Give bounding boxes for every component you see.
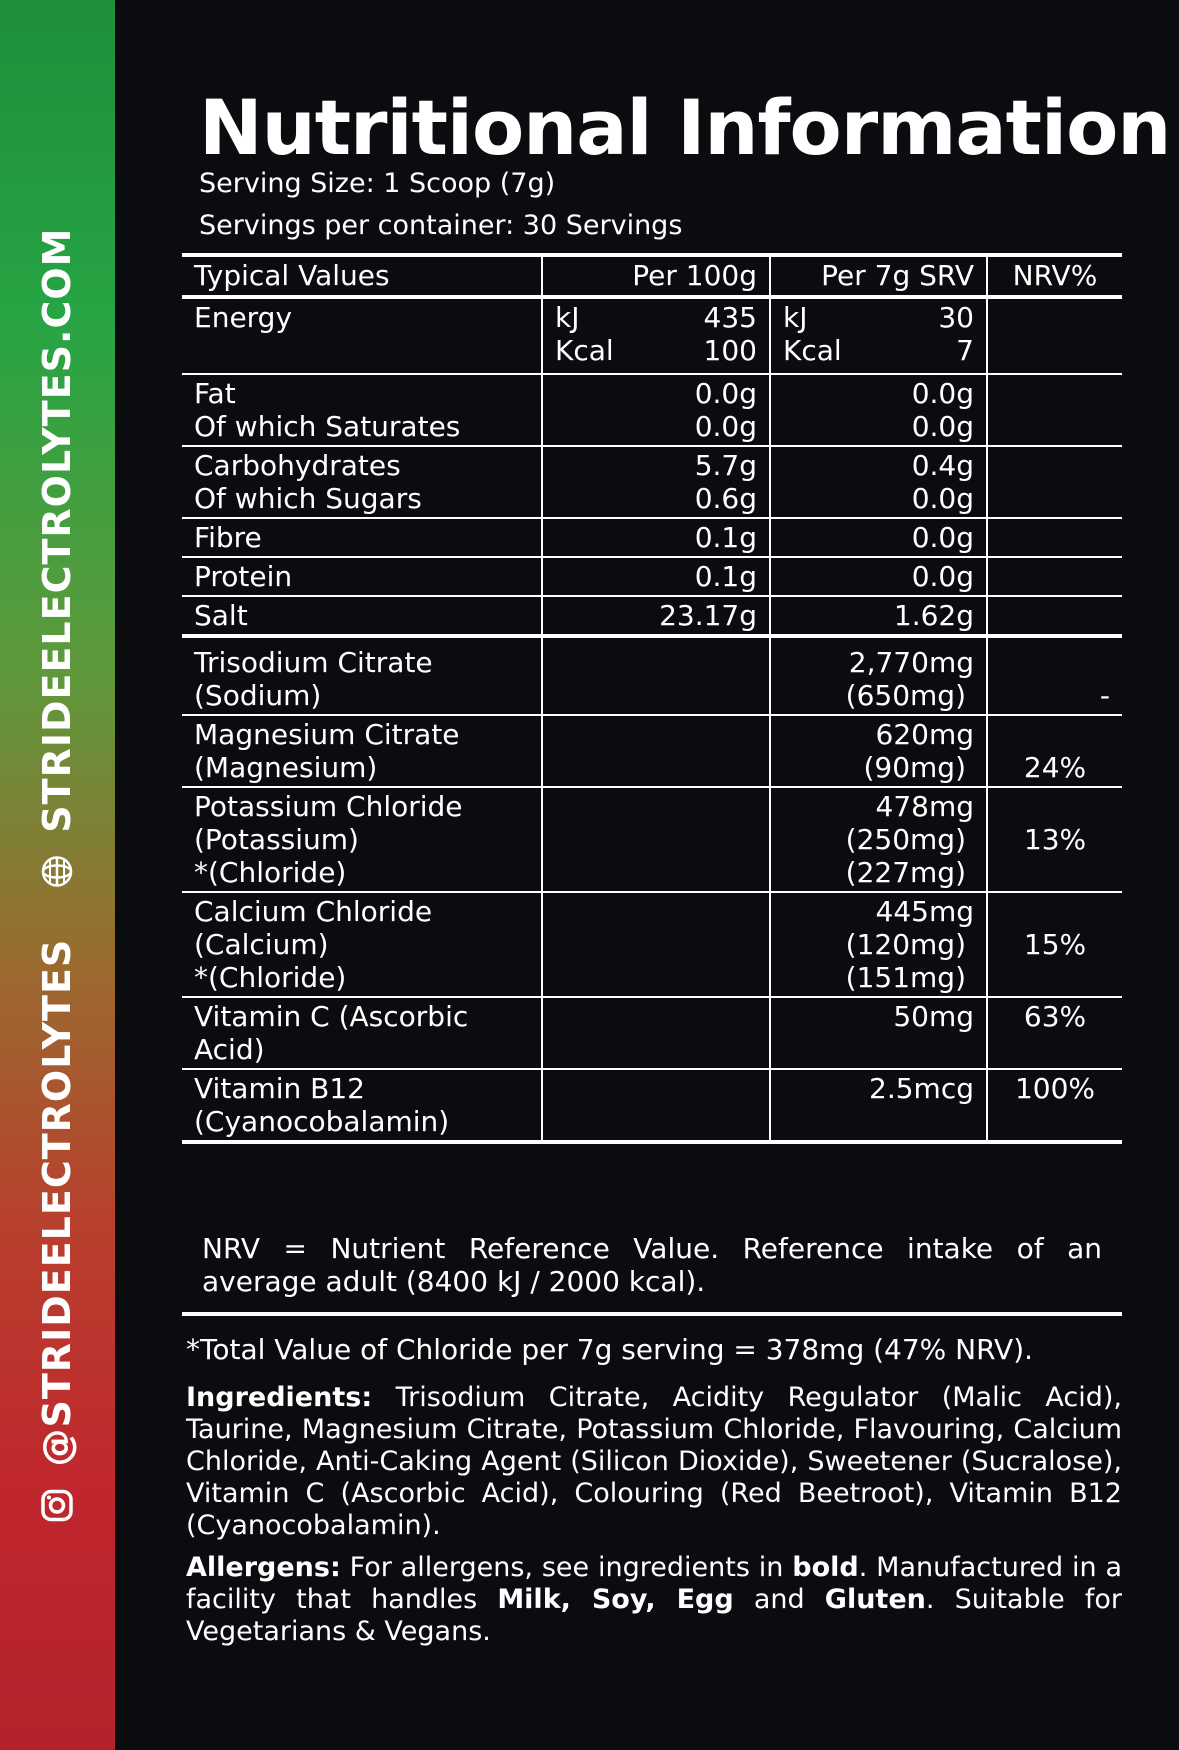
row-label: Carbohydrates Of which Sugars: [182, 446, 542, 518]
nrv-cell: 24%: [987, 715, 1122, 787]
ingredients-text: Ingredients: Trisodium Citrate, Acidity Regulator (Malic Acid), Taurine, Magnesium Citrate, Potassium Chloride, Flavouring, Calcium Chloride, Anti-Caking Agent (Silicon Dioxide), Sweetener (Sucralose), Vitamin C (Ascorbic Acid), Colouring (Red Beetroot), Vitamin B12 (Cyanocobalamin).: [186, 1382, 1122, 1541]
per-100g-cell: 5.7g 0.6g: [542, 446, 770, 518]
table-row: [182, 715, 1122, 787]
per-100g-cell: 0.0g 0.0g: [542, 374, 770, 446]
nrv-cell: 13%: [987, 787, 1122, 892]
row-label: Calcium Chloride (Calcium) *(Chloride): [182, 892, 542, 997]
per-serving-cell: 1.62g: [770, 596, 987, 636]
col-header: Typical Values: [182, 255, 542, 297]
energy-per-100g: kJ 435 Kcal 100: [542, 297, 770, 374]
table-row: [182, 518, 1122, 557]
side-text: [35, 228, 79, 1523]
nrv-cell: [987, 557, 1122, 596]
per-100g-cell: [542, 892, 770, 997]
table-header-row: [182, 255, 1122, 297]
nrv-cell: -: [987, 636, 1122, 715]
table-row: [182, 596, 1122, 636]
per-100g-cell: 0.1g: [542, 518, 770, 557]
energy-per-serving: kJ 30 Kcal 7: [770, 297, 987, 374]
nrv-note: NRV = Nutrient Reference Value. Reference intake of an average adult (8400 kJ / 2000 kcal).: [182, 1218, 1122, 1316]
per-100g-cell: [542, 636, 770, 715]
per-100g-cell: [542, 1069, 770, 1142]
row-label: Salt: [182, 596, 542, 636]
per-100g-cell: [542, 715, 770, 787]
table-row: [182, 557, 1122, 596]
row-label: Fat Of which Saturates: [182, 374, 542, 446]
nrv-cell: [987, 374, 1122, 446]
serving-size: Serving Size: 1 Scoop (7g): [199, 168, 556, 199]
allergens-label: Allergens:: [186, 1552, 341, 1583]
per-serving-cell: 0.0g: [770, 518, 987, 557]
nrv-cell: [987, 446, 1122, 518]
per-serving-cell: 2,770mg (650mg): [770, 636, 987, 715]
nrv-cell: 15%: [987, 892, 1122, 997]
page-title: Nutritional Information: [199, 83, 1171, 172]
per-100g-cell: 23.17g: [542, 596, 770, 636]
allergens-text: Allergens: For allergens, see ingredients in bold. Manufactured in a facility that handles Milk, Soy, Egg and Gluten. Suitable for Vegetarians & Vegans.: [186, 1552, 1123, 1647]
nrv-cell: [987, 297, 1122, 374]
table-row: [182, 787, 1122, 892]
row-label: Potassium Chloride (Potassium) *(Chloride): [182, 787, 542, 892]
row-label: Vitamin C (Ascorbic Acid): [182, 997, 542, 1069]
per-serving-cell: 2.5mcg: [770, 1069, 987, 1142]
instagram-handle: @STRIDEELECTROLYTES: [35, 938, 79, 1467]
table-row: [182, 636, 1122, 715]
col-header: NRV%: [987, 255, 1122, 297]
table-row: [182, 997, 1122, 1069]
brand-side-bar: [0, 0, 115, 1750]
per-serving-cell: 50mg: [770, 997, 987, 1069]
ingredients-label: Ingredients:: [186, 1382, 373, 1413]
per-serving-cell: 0.0g: [770, 557, 987, 596]
per-100g-cell: 0.1g: [542, 557, 770, 596]
chloride-note: *Total Value of Chloride per 7g serving = 378mg (47% NRV).: [186, 1333, 1034, 1366]
row-label: Protein: [182, 557, 542, 596]
table-row: [182, 374, 1122, 446]
per-serving-cell: 445mg (120mg) (151mg): [770, 892, 987, 997]
table-row: [182, 892, 1122, 997]
row-label: Trisodium Citrate (Sodium): [182, 636, 542, 715]
row-label: Magnesium Citrate (Magnesium): [182, 715, 542, 787]
nutrition-table: [182, 253, 1122, 1144]
row-label: Fibre: [182, 518, 542, 557]
per-serving-cell: 478mg (250mg) (227mg): [770, 787, 987, 892]
per-serving-cell: 0.0g 0.0g: [770, 374, 987, 446]
col-header: Per 100g: [542, 255, 770, 297]
nrv-cell: [987, 518, 1122, 557]
nrv-cell: 63%: [987, 997, 1122, 1069]
table-row: [182, 446, 1122, 518]
servings-per-container: Servings per container: 30 Servings: [199, 210, 683, 241]
table-row: [182, 1069, 1122, 1142]
col-header: Per 7g SRV: [770, 255, 987, 297]
per-serving-cell: 620mg (90mg): [770, 715, 987, 787]
row-label: Energy: [182, 297, 542, 374]
per-serving-cell: 0.4g 0.0g: [770, 446, 987, 518]
website-link: STRIDEELECTROLYTES.COM: [35, 227, 79, 833]
nrv-cell: 100%: [987, 1069, 1122, 1142]
nrv-cell: [987, 596, 1122, 636]
instagram-icon: [40, 1488, 74, 1522]
table-row-energy: [182, 297, 1122, 374]
per-100g-cell: [542, 997, 770, 1069]
row-label: Vitamin B12 (Cyanocobalamin): [182, 1069, 542, 1142]
per-100g-cell: [542, 787, 770, 892]
globe-icon: [40, 855, 74, 889]
